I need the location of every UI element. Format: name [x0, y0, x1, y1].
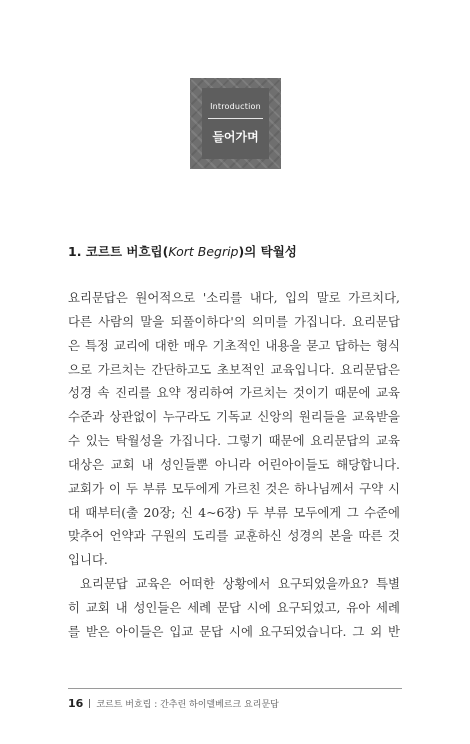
body-line: 다른 사람의 말을 되풀이하다'의 의미를 가집니다. 요리문답 [68, 313, 400, 329]
page-number: 16 [68, 697, 84, 710]
running-title: 코르트 버흐립 : 간추린 하이델베르크 요리문답 [96, 700, 279, 710]
body-line: 맞추어 언약과 구원의 도리를 교훈하신 성경의 본을 따른 것 [68, 528, 400, 544]
footer-separator [89, 699, 90, 708]
footer-divider [68, 688, 402, 689]
body-text [68, 286, 400, 644]
body-line: 요리문답은 원어적으로 '소리를 내다, 입의 말로 가르치다, [68, 290, 400, 305]
chapter-badge [190, 78, 281, 169]
body-line: 히 교회 내 성인들은 세례 문답 시에 요구되었고, 유아 세례 [68, 599, 400, 615]
body-line: 교회가 이 두 부류 모두에게 가르친 것은 하나님께서 구약 시 [68, 480, 400, 496]
badge-divider [208, 118, 263, 119]
heading-prefix: 1. 코르트 버흐립( [68, 244, 169, 259]
badge-english-label: Introduction [210, 102, 261, 111]
badge-korean-label: 들어가며 [212, 130, 259, 144]
page-footer [68, 697, 279, 710]
body-line: 으로 가르치는 간단하고도 초보적인 교육입니다. 요리문답은 [68, 361, 400, 377]
heading-latin-term: Kort Begrip [168, 244, 239, 259]
body-line: 입니다. [68, 552, 108, 568]
body-line: 요리문답 교육은 어떠한 상황에서 요구되었을까요? 특별 [80, 576, 400, 592]
body-line: 대상은 교회 내 성인들뿐 아니라 어린아이들도 해당합니다. [68, 456, 400, 472]
body-line: 대 때부터(출 20장; 신 4~6장) 두 부류 모두에게 그 수준에 [68, 504, 400, 520]
heading-suffix: )의 탁월성 [238, 244, 297, 259]
body-line: 를 받은 아이들은 입교 문답 시에 요구되었습니다. 그 외 반 [68, 623, 400, 639]
body-line: 수 있는 탁월성을 가집니다. 그렇기 때문에 요리문답의 교육 [68, 433, 400, 449]
badge-panel [202, 88, 269, 159]
section-heading [68, 242, 297, 260]
body-line: 수준과 상관없이 누구라도 기독교 신앙의 원리들을 교육받을 [68, 409, 400, 425]
body-line: 성경 속 진리를 요약 정리하여 가르치는 것이기 때문에 교육 [68, 385, 400, 401]
body-line: 은 특정 교리에 대한 매우 기초적인 내용을 묻고 답하는 형식 [68, 337, 400, 353]
